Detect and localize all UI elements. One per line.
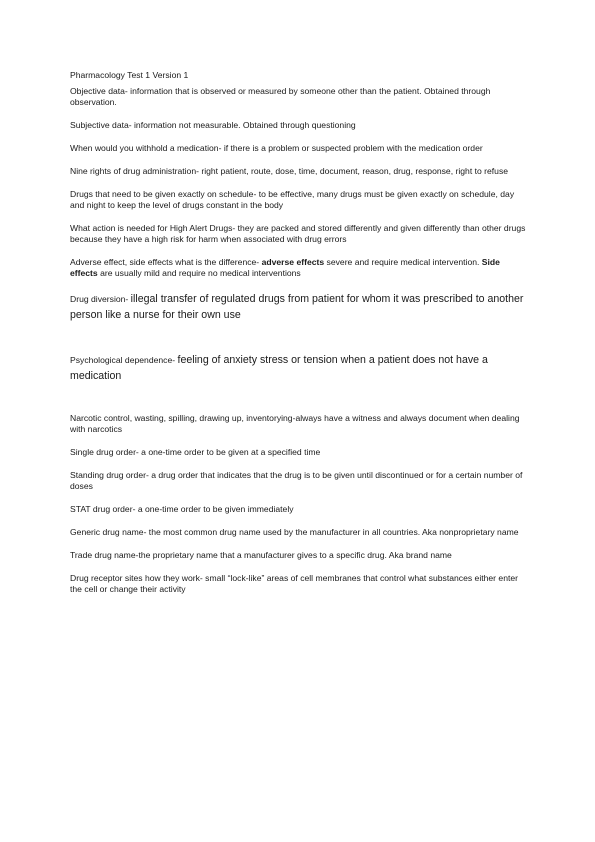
paragraph-drug-diversion — [70, 291, 530, 323]
psychological-dependence-definition: feeling of anxiety stress or tension when a patient does not have a medication — [70, 354, 488, 382]
paragraph-trade-drug-name: Trade drug name-the proprietary name that a manufacturer gives to a specific drug. Aka brand name — [70, 550, 452, 560]
document-title: Pharmacology Test 1 Version 1 — [70, 70, 189, 80]
document-body — [70, 70, 530, 607]
adverse-mid-text: severe and require medical intervention. — [324, 257, 482, 267]
paragraph-stat-drug-order: STAT drug order- a one-time order to be given immediately — [70, 504, 294, 514]
paragraph-withhold-medication: When would you withhold a medication- if there is a problem or suspected problem with the medication order — [70, 143, 483, 153]
paragraph-standing-drug-order: Standing drug order- a drug order that indicates that the drug is to be given until discontinued or for a certain number of doses — [70, 470, 523, 491]
side-effects-bold: Side effects — [70, 257, 500, 278]
paragraph-single-drug-order: Single drug order- a one-time order to be given at a specified time — [70, 447, 321, 457]
paragraph-psychological-dependence — [70, 352, 530, 384]
adverse-tail-text: are usually mild and require no medical interventions — [97, 268, 301, 278]
paragraph-adverse-side-effects — [70, 257, 530, 279]
drug-diversion-definition: illegal transfer of regulated drugs from patient for whom it was prescribed to another person like a nurse for their own use — [70, 293, 524, 321]
psychological-dependence-term: Psychological dependence- — [70, 355, 178, 365]
adverse-effects-bold: adverse effects — [261, 257, 325, 267]
paragraph-nine-rights: Nine rights of drug administration- right patient, route, dose, time, document, reason, drug, response, right to refuse — [70, 166, 509, 176]
paragraph-exact-schedule: Drugs that need to be given exactly on schedule- to be effective, many drugs must be given exactly on schedule, day and night to keep the level of drugs constant in the body — [70, 189, 515, 210]
paragraph-objective-data: Objective data- information that is observed or measured by someone other than the patient. Obtained through observation. — [70, 86, 491, 107]
adverse-lead-text: Adverse effect, side effects what is the difference- — [70, 257, 262, 267]
paragraph-high-alert-drugs: What action is needed for High Alert Drugs- they are packed and stored differently and given differently than other drugs because they have a high risk for harm when associated with drug errors — [70, 223, 526, 244]
paragraph-drug-receptor-sites: Drug receptor sites how they work- small “lock-like” areas of cell membranes that control what substances either enter the cell or change their activity — [70, 573, 519, 594]
paragraph-generic-drug-name: Generic drug name- the most common drug name used by the manufacturer in all countries. Aka nonproprietary name — [70, 527, 519, 537]
paragraph-subjective-data: Subjective data- information not measurable. Obtained through questioning — [70, 120, 356, 130]
paragraph-narcotic-control: Narcotic control, wasting, spilling, drawing up, inventorying-always have a witness and always document when dealing with narcotics — [70, 413, 520, 434]
drug-diversion-term: Drug diversion- — [70, 294, 131, 304]
